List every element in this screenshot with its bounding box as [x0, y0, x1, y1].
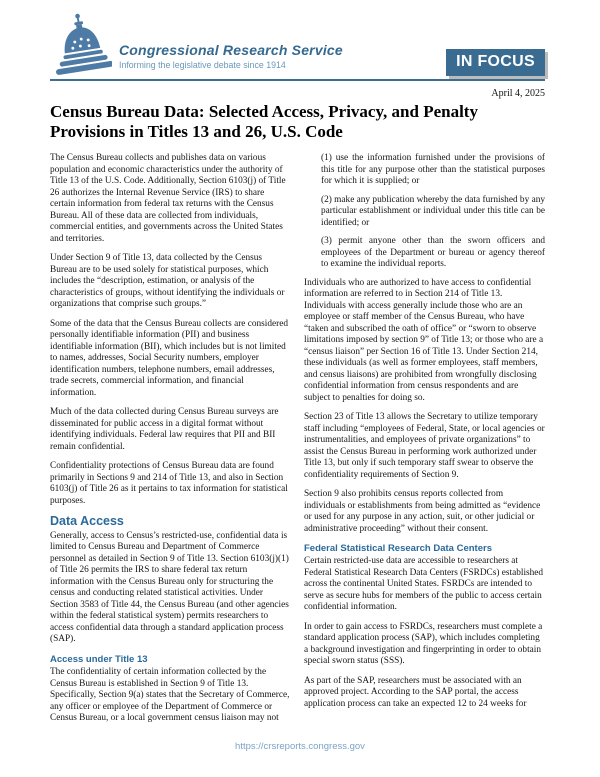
- brand-name: Congressional Research Service: [119, 42, 343, 58]
- brand-text: [119, 42, 343, 76]
- document-title: Census Bureau Data: Selected Access, Privacy, and Penalty Provisions in Titles 13 and 26, U.S. Code: [50, 102, 478, 142]
- body-paragraph: Section 23 of Title 13 allows the Secretary to utilize temporary staff including “employees of Federal, State, or local agencies or instrumentalities, and employees of private organizations” to assist the Census Bureau in performing work authorized under Title 13, but only if such temporary staff swear to observe the confidentiality requirements of Section 9.: [304, 412, 545, 480]
- body-paragraph: Generally, access to Census’s restricted-use, confidential data is limited to Census Bureau and Department of Commerce personnel as detailed in Section 9 of Title 13. Section 6103(j)(1) of Title 26 permits the IRS to share federal tax return information with the Census Bureau only for structuring the census and conducting related statistical activities. Under Section 3583 of Title 44, the Census Bureau (and other agencies within the federal statistical system) permits researchers to access confidential data through a standard application process (SAP).: [50, 530, 289, 645]
- quote-item: (3) permit anyone other than the sworn officers and employees of the Department or bureau or agency thereof to examine the individual reports.: [321, 236, 545, 270]
- right-column: [304, 153, 545, 733]
- body-paragraph: Certain restricted-use data are accessible to researchers at Federal Statistical Research Data Centers (FSRDCs) established across the continental United States. FSRDCs are intended to serve as secure hubs for members of the public to access certain confidential information.: [304, 556, 544, 613]
- brand-block: [50, 12, 343, 76]
- quote-item: (2) make any publication whereby the data furnished by any particular establishment or individual under this title can be identified; or: [321, 194, 545, 228]
- body-columns: [50, 153, 545, 733]
- header-rule: [50, 79, 545, 81]
- body-paragraph: Some of the data that the Census Bureau collects are considered personally identifiable information (PII) and business identifiable information (BII), which includes but is not limited to names, addresses, Social Security numbers, employer identification numbers, telephone numbers, email addresses, trade secrets, commercial information, and financial information.: [50, 318, 289, 398]
- subsection-heading: Access under Title 13: [50, 653, 148, 665]
- footer-link[interactable]: https://crsreports.congress.gov: [235, 741, 365, 752]
- left-column: [50, 153, 291, 733]
- body-paragraph: The Census Bureau collects and publishes data on various population and economic characteristics under the authority of Title 13 of the U.S. Code. Additionally, Section 6103(j) of Title 26 authorizes the Internal Revenue Service (IRS) to share certain information from federal tax returns with the Census Bureau. All of these data are collected from individuals, commercial entities, and governments across the United States and territories.: [50, 153, 286, 244]
- capitol-dome-icon: [50, 12, 112, 76]
- body-paragraph: Confidentiality protections of Census Bureau data are found primarily in Sections 9 and 214 of Title 13, and also in Section 6103(j) of Title 26 as it pertains to tax information for statistical purposes.: [50, 461, 288, 506]
- header: [0, 0, 600, 76]
- in-focus-badge: IN FOCUS: [446, 49, 545, 76]
- brand-tagline: Informing the legislative debate since 1914: [119, 60, 286, 70]
- body-paragraph: Section 9 also prohibits census reports collected from individuals or establishments from being admitted as “evidence or used for any purpose in any action, suit, or other judicial or administrative proceeding” without their consent.: [304, 489, 541, 534]
- footer: [0, 732, 600, 754]
- section-heading: Data Access: [50, 514, 124, 529]
- subsection-heading: Federal Statistical Research Data Centers: [304, 543, 492, 555]
- body-paragraph: As part of the SAP, researchers must be associated with an approved project. According to the SAP portal, the access application process can take an expected 12 to 24 weeks for: [304, 675, 527, 709]
- body-paragraph: Under Section 9 of Title 13, data collected by the Census Bureau are to be used solely for statistical purposes, which includes the “description, estimation, or analysis of the characteristics of groups, without identifying the individuals or organizations that comprise such groups.”: [50, 253, 285, 310]
- body-paragraph: The confidentiality of certain information collected by the Census Bureau is established in Section 9 of Title 13. Specifically, Section 9(a) states that the Secretary of Commerce, any officer or employee of the Department of Commerce or Census Bureau, or a local government census liaison may not: [50, 667, 290, 724]
- quote-item: (1) use the information furnished under the provisions of this title for any purpose other than the statistical purposes for which it is supplied; or: [321, 153, 545, 187]
- body-paragraph: Individuals who are authorized to have access to confidential information are referred to in Section 214 of Title 13. Individuals with access generally include those who are an employee or staff member of the Census Bureau, who have “taken and subscribed the oath of office” or “sworn to observe limitations imposed by section 9” of Title 13; or those who are a “census liaison” per Section 16 of Title 13. Under Section 214, these individuals (as well as former employees, staff members, and census liaisons) are prohibited from wrongfully disclosing confidential information from census respondents and are subject to penalties for doing so.: [304, 277, 544, 403]
- body-paragraph: Much of the data collected during Census Bureau surveys are disseminated for public access in a digital format without identifying individuals. Federal law requires that PII and BII remain confidential.: [50, 407, 279, 452]
- document-date: April 4, 2025: [491, 88, 545, 99]
- body-paragraph: In order to gain access to FSRDCs, researchers must complete a standard application process (SAP), which includes completing a background investigation and fingerprinting in order to obtain special sworn status (SSS).: [304, 621, 543, 667]
